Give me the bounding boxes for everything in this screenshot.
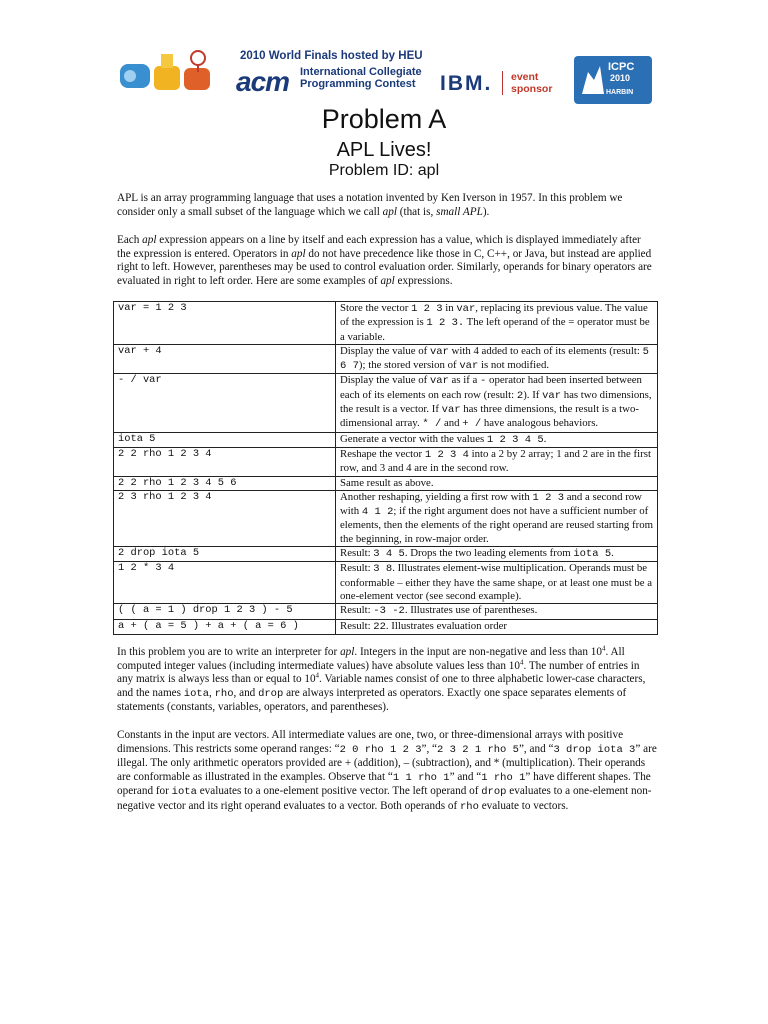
example-description [336, 374, 658, 432]
intro-paragraph-1: APL is an array programming language that uses a notation invented by Ken Iverson in 1957. In this problem we consider only a small subset of the language which we call apl (that is, small APL). [117, 192, 623, 218]
contest-name: International Collegiate Programming Contest [300, 66, 422, 90]
description-text: . Illustrates evaluation order [385, 619, 508, 632]
example-expression: a + ( a = 5 ) + a + ( a = 6 ) [114, 619, 336, 634]
example-row [114, 547, 658, 562]
description-text: with 4 added to each of its elements (result: [448, 344, 643, 357]
description-text: , replacing its previous value. The value of the expression is [340, 302, 648, 329]
world-finals-line: 2010 World Finals hosted by HEU [240, 50, 423, 62]
event-sponsor-label: event sponsor [502, 71, 571, 95]
description-text: as if a [448, 374, 481, 387]
example-description [336, 604, 658, 619]
inline-code: var [456, 303, 476, 315]
example-description [336, 547, 658, 562]
inline-code: -3 -2 [373, 605, 405, 618]
example-row [114, 374, 658, 432]
inline-code: * / [422, 418, 442, 431]
inline-code: 1 2 3 4 5 [486, 433, 544, 446]
examples-table [113, 301, 658, 635]
description-text: Store the vector [340, 302, 412, 314]
description-text: Reshape the vector [340, 447, 425, 460]
example-row [114, 604, 658, 619]
inline-code: - [480, 375, 487, 388]
description-text: Generate a vector with the values [340, 432, 487, 445]
inline-code: 3 8 [373, 563, 393, 576]
description-text: . Illustrates element-wise multiplication. Operands must be conformable – either they have the same shape, or at least one must be a one-element vector (see second example). [340, 562, 653, 602]
inline-code: 2 [516, 389, 524, 402]
description-text: Result: [340, 547, 374, 560]
inline-code: var [441, 404, 461, 417]
inline-code: 1 2 3 [411, 303, 443, 315]
inline-code: 3 4 5 [373, 548, 405, 561]
description-text: in [442, 302, 457, 314]
example-description [336, 344, 658, 374]
contest-header [0, 38, 768, 108]
body-paragraph-2: Constants in the input are vectors. All intermediate values are one, two, or three-dimensional arrays with positive dimensions. This restricts some operand ranges: “2 0 rho 1 2 3”, “2 3 2 1 rho 5”, and “3 drop iota 3” are illegal. The only arithmetic operators provided are + (addition), – (subtraction), and * (multiplication). Their operands are conformable as illustrated in the examples. Observe that “1 1 rho 1” and “1 rho 1” have different shapes. The operand for iota evaluates to a one-element positive vector. The left operand of drop evaluates to a one-element non-negative vector and its right operand evaluates to a vector. Both operands of rho evaluate to vectors. [117, 729, 657, 813]
example-description [336, 476, 658, 490]
example-expression: var + 4 [114, 344, 336, 374]
example-row [114, 619, 658, 634]
inline-code: 5 6 7 [340, 345, 649, 373]
description-text: ; if the right argument does not have a sufficient number of elements, then the elements of the right operand are reused starting from the beginning, in row-major order. [340, 505, 653, 545]
description-text: . [543, 432, 547, 445]
example-expression: 2 3 rho 1 2 3 4 [114, 490, 336, 546]
example-description [336, 619, 658, 634]
description-text: and a second row with [340, 490, 642, 518]
example-row [114, 432, 658, 447]
description-text: Result: [340, 619, 374, 632]
example-expression: iota 5 [114, 432, 336, 447]
example-description [336, 447, 658, 476]
description-text: operator had been inserted between each of its elements on each row (result: [340, 374, 642, 401]
example-row [114, 447, 658, 476]
description-text: Result: [340, 604, 374, 617]
description-text: into a 2 by 2 array; 1 and 2 are in the first row, and 3 and 4 are in the second row. [340, 447, 651, 475]
description-text: has two dimensions, the result is a vector. If [340, 388, 652, 416]
example-expression: 1 2 * 3 4 [114, 562, 336, 604]
inline-code: 4 1 2 [361, 506, 394, 519]
description-text: and [441, 417, 463, 430]
description-text: . Drops the two leading elements from [404, 547, 574, 560]
example-row [114, 476, 658, 490]
inline-code: var [429, 375, 449, 388]
example-expression: 2 drop iota 5 [114, 547, 336, 562]
inline-code: 1 2 3. [426, 317, 465, 330]
problem-letter: Problem A [321, 104, 447, 134]
problem-name: APL Lives! [336, 139, 432, 161]
example-description [336, 302, 658, 345]
example-description [336, 490, 658, 546]
icpc-2010-badge: ICPC 2010 HARBIN [574, 56, 652, 104]
description-text: Same result as above. [340, 476, 434, 489]
description-text: ). If [523, 388, 543, 401]
example-row [114, 490, 658, 546]
finals-mascot-logo [118, 46, 218, 98]
example-row [114, 344, 658, 374]
inline-code: 22 [373, 620, 386, 633]
example-row [114, 562, 658, 604]
inline-code: var [429, 345, 449, 358]
description-text: . Illustrates use of parentheses. [404, 604, 538, 617]
example-row [114, 302, 658, 345]
description-text: Display the value of [340, 344, 430, 357]
description-text: has three dimensions, the result is a two-dimensional array. [340, 403, 639, 430]
example-expression: - / var [114, 374, 336, 432]
description-text: Result: [340, 562, 374, 575]
inline-code: iota 5 [573, 548, 612, 561]
description-text: is not modified. [478, 359, 550, 372]
contest-title-block [236, 50, 436, 100]
inline-code: 1 2 3 [532, 491, 565, 504]
inline-code: + / [462, 418, 482, 431]
example-description [336, 562, 658, 604]
inline-code: var [542, 389, 561, 402]
inline-code: 1 2 3 4 [424, 448, 469, 461]
body-paragraph-1: In this problem you are to write an interpreter for apl. Integers in the input are non-negative and less than $10^4$. All computed integer values (including intermediate values) have absolute values less than $10^4$. The number of entries in any matrix is always less than or equal to $10^4$. Variable names consist of one to three alphabetic lower-case characters, and the names iota, rho, and drop are always interpreted as operators. Exactly one space separates elements of statements (constants, variables, operators, and parentheses). [117, 644, 646, 714]
description-text: Another reshaping, yielding a first row with [340, 490, 533, 503]
example-description [336, 432, 658, 447]
example-expression: 2 2 rho 1 2 3 4 5 6 [114, 476, 336, 490]
description-text: Display the value of [340, 374, 430, 387]
description-text: The left operand of the = operator must be a variable. [340, 316, 650, 343]
inline-code: var [459, 360, 479, 373]
example-expression: 2 2 rho 1 2 3 4 [114, 447, 336, 476]
harbin-emblem-icon [578, 60, 608, 100]
example-expression: ( ( a = 1 ) drop 1 2 3 ) - 5 [114, 604, 336, 619]
description-text: ); the stored version of [358, 359, 460, 372]
description-text: . [611, 547, 614, 560]
intro-paragraph-2: Each apl expression appears on a line by itself and each expression has a value, which is displayed immediately after the expression is entered. Operators in apl do not have precedence like those in C, C++, or Java, but instead are applied right to left. However, parentheses may be used to control evaluation order. Similarly, operands for binary operators are evaluated in right to left order. Here are some examples of apl expressions. [117, 234, 652, 287]
ibm-logo: IBM. [440, 72, 493, 95]
problem-id: Problem ID: apl [328, 162, 440, 179]
description-text: have analogous behaviors. [481, 417, 599, 430]
example-expression: var = 1 2 3 [114, 302, 336, 345]
acm-logo: acm [236, 66, 290, 97]
